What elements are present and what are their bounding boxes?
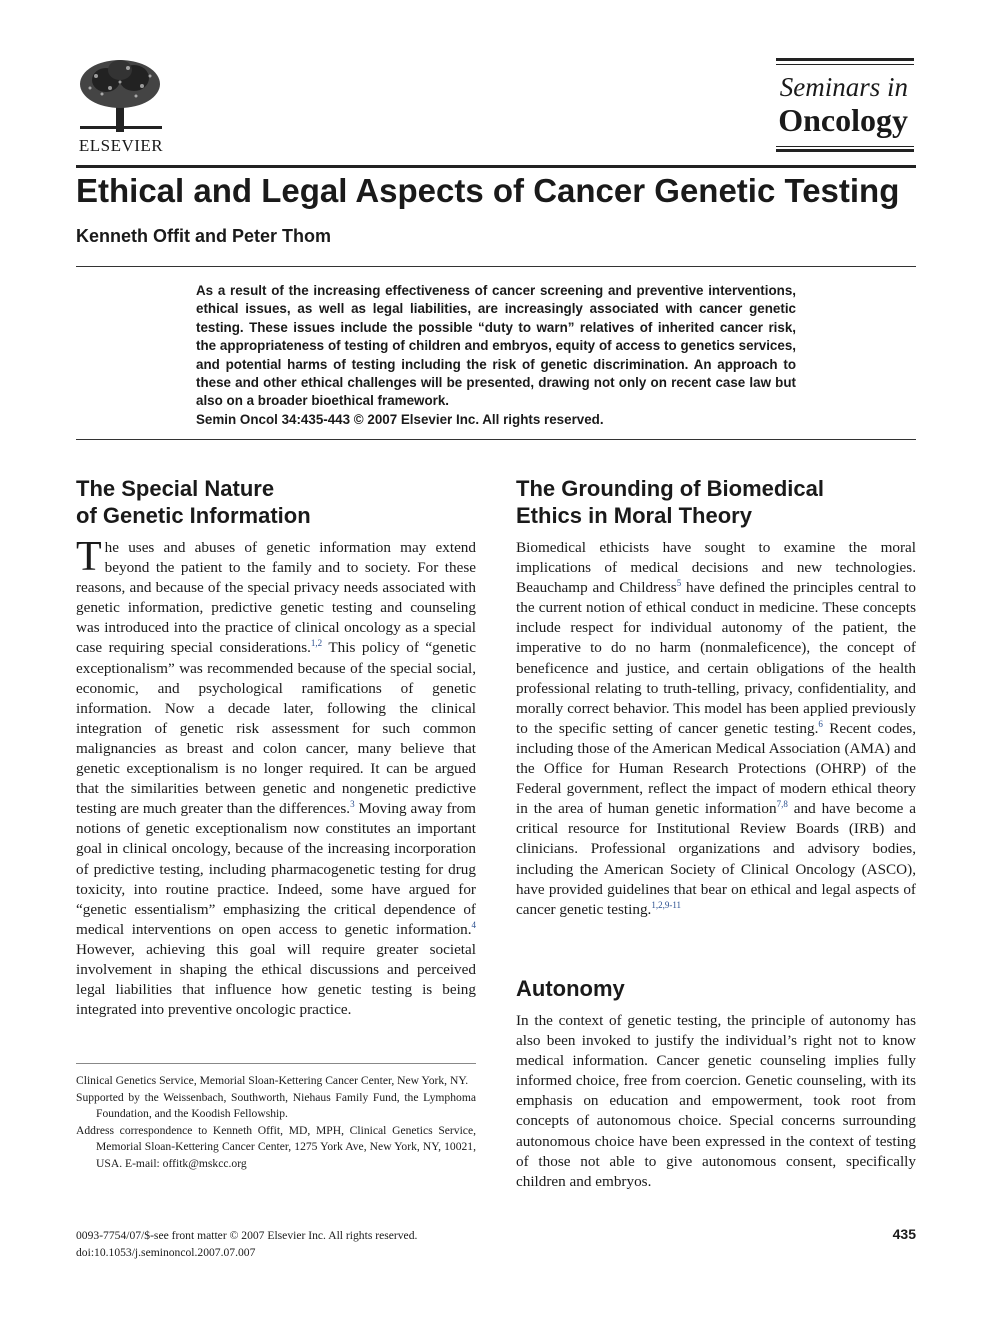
heading-line: of Genetic Information	[76, 503, 311, 528]
masthead-rule	[776, 146, 914, 147]
publisher-name: ELSEVIER	[78, 136, 164, 155]
journal-masthead	[776, 58, 914, 154]
section-body-grounding	[516, 538, 916, 920]
title-top-rule	[76, 165, 916, 168]
body-text: Biomedical ethicists have sought to examine the moral implications of medical decisions and new technologies. Beauchamp and Childress	[516, 539, 916, 597]
citation-ref[interactable]: 6	[818, 718, 823, 729]
abstract-text: As a result of the increasing effectiveness of cancer screening and preventive interventions, ethical issues, as well as legal liabilities, are increasingly associated with cancer genetic testing. These issues include the possible “duty to warn” relatives of inherited cancer risk, the appropriateness of testing of children and embryos, equity of access to genetics services, and potential harms of testing including the risk of genetic discrimination. An approach to these and other ethical challenges will be presented, drawing not only on recent case law but also on a broader bioethical framework.	[196, 283, 796, 409]
publisher-logo	[76, 58, 166, 154]
footnote-support: Supported by the Weissenbach, Southworth, Niehaus Family Fund, the Lymphoma Foundation, and the Koodish Fellowship.	[76, 1090, 476, 1121]
abstract	[196, 282, 796, 429]
heading-line: The Special Nature	[76, 476, 275, 501]
citation-ref[interactable]: 4	[471, 919, 476, 930]
section-body-special-nature	[76, 534, 476, 1020]
section-heading-grounding	[516, 475, 916, 529]
abstract-top-rule	[76, 266, 916, 267]
masthead-rule	[776, 149, 914, 152]
body-text: and have become a critical resource for Institutional Review Boards (IRB) and clinicians. Professional organizations and advisory bodies, including the American Society of Clinical Oncology (ASCO), have provided guidelines that bear on ethical and legal aspects of cancer genetic testing.	[516, 800, 917, 918]
section-heading-special-nature	[76, 475, 476, 529]
citation-ref[interactable]: 5	[676, 578, 682, 589]
body-text: Moving away from notions of genetic exceptionalism now constitutes an important goal in clinical oncology, because of the increasing incorporation of predictive testing, including pharmacogenetic testing for drug toxicity, into routine practice. Indeed, some have argued for “genetic essentialism” emphasizing the critical dependence of medical interventions on open access to genetic information.	[76, 800, 476, 938]
abstract-bottom-rule	[76, 439, 916, 440]
citation-ref[interactable]: 7,8	[776, 799, 788, 810]
footer-issn: 0093-7754/07/$-see front matter © 2007 Elsevier Inc. All rights reserved.	[76, 1229, 418, 1242]
footnote-rule	[76, 1063, 476, 1064]
footnote-address: Address correspondence to Kenneth Offit, MD, MPH, Clinical Genetics Service, Memorial Sloan-Kettering Cancer Center, 1275 York Ave, New York, NY, 10021, USA. E-mail: offitk@mskcc.org	[76, 1123, 476, 1170]
heading-line: Ethics in Moral Theory	[516, 503, 752, 528]
elsevier-tree-icon	[76, 58, 166, 134]
page-number: 435	[892, 1226, 916, 1242]
body-text: Recent codes, including those of the American Medical Association (AMA) and the Office for Human Research Protections (OHRP) of the Federal government, reflect the impact of modern ethical theory in the area of human genetic information	[516, 719, 917, 818]
masthead-rule	[776, 64, 914, 65]
masthead-rule	[776, 58, 914, 61]
section-heading-autonomy: Autonomy	[516, 976, 625, 1001]
footnote-affiliation: Clinical Genetics Service, Memorial Sloan-Kettering Cancer Center, New York, NY.	[76, 1074, 469, 1087]
footnotes	[76, 1073, 476, 1173]
journal-name-line1: Seminars in	[779, 72, 908, 102]
citation-ref[interactable]: 3	[350, 799, 355, 810]
citation-ref[interactable]: 1,2,9-11	[651, 899, 682, 910]
article-title: Ethical and Legal Aspects of Cancer Genetic Testing	[76, 172, 900, 209]
heading-line: The Grounding of Biomedical	[516, 476, 824, 501]
footer-meta	[76, 1227, 417, 1261]
abstract-citation: Semin Oncol 34:435-443 © 2007 Elsevier Inc. All rights reserved.	[196, 411, 604, 427]
journal-name-line2: Oncology	[778, 102, 908, 138]
body-text: he uses and abuses of genetic information may extend beyond the patient to the family and to society. For these reasons, and because of the special privacy needs associated with genetic information, predictive genetic testing and counseling was introduced into the practice of clinical oncology as a special case requiring special considerations.	[76, 539, 476, 657]
body-text: However, achieving this goal will require greater societal involvement in shaping the ethical discussions and perceived legal liabilities that influence how genetic testing is being integrated into preventive oncologic practice.	[76, 940, 476, 1019]
footer-doi[interactable]: doi:10.1053/j.seminoncol.2007.07.007	[76, 1246, 256, 1259]
section-body-autonomy: In the context of genetic testing, the principle of autonomy has also been invoked to justify the individual’s right not to know medical information. Cancer genetic counseling implies fully informed choice, free from coercion. Genetic counseling, with its emphasis on education and empowerment, took root from concepts of autonomous choice. Special concerns surrounding autonomous choice have been expressed in the context of testing of those not able to give autonomous consent, specifically children and embryos.	[516, 1012, 916, 1190]
article-authors: Kenneth Offit and Peter Thom	[76, 226, 332, 246]
drop-cap: T	[76, 534, 102, 580]
citation-ref[interactable]: 1,2	[310, 638, 323, 649]
body-text: This policy of “genetic exceptionalism” was recommended because of the special social, economic, and psychological ramifications of genetic information. Now a decade later, following the clinical integration of genetic risk assessment for such common malignancies as breast and colon cancer, many believe that genetic exceptionalism is no longer required. It can be argued that the similarities between genetic and nongenetic predictive testing are much greater than the differences.	[76, 639, 476, 818]
body-text: have defined the principles central to the current notion of ethical conduct in medicine. These concepts include respect for individual autonomy of the patient, the imperative to do no harm (nonmaleficence), the concept of beneficence and justice, and certain obligations of the health professional relating to truth-telling, privacy, confidentiality, and morally correct behavior. This model has been applied previously to the specific setting of cancer genetic testing.	[516, 579, 917, 737]
